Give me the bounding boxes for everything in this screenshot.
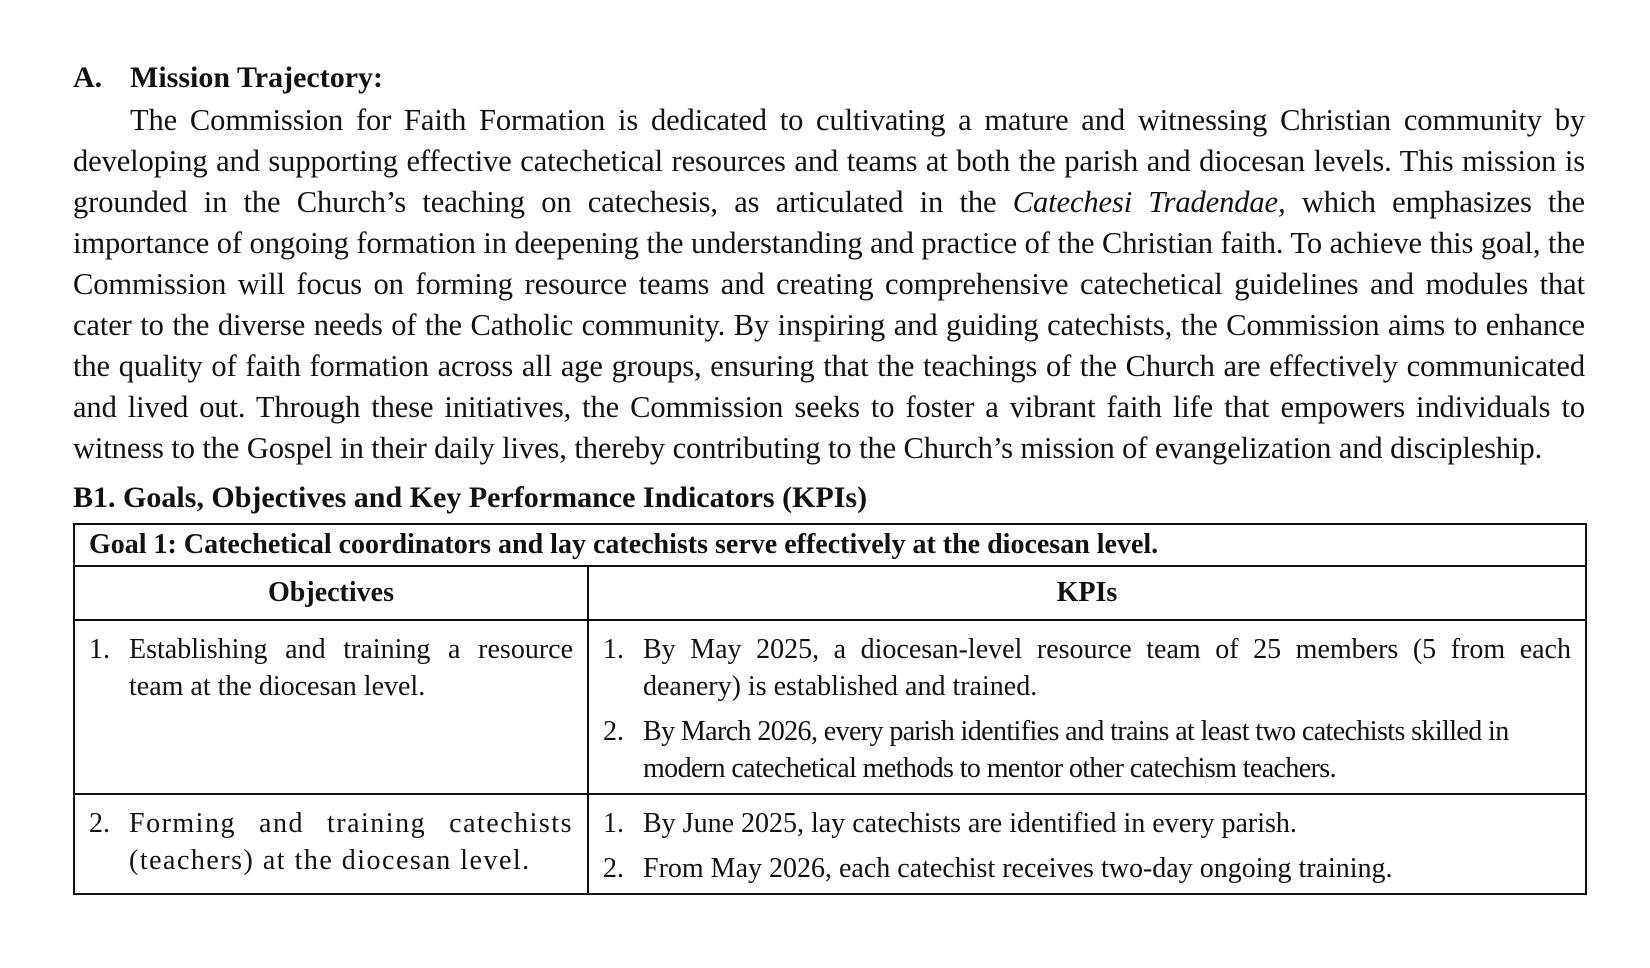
section-a-heading (73, 58, 1585, 98)
kpi-item (603, 713, 1571, 787)
goal-row (74, 524, 1586, 566)
objective-text: Establishing and training a resource team at the diocesan level. (129, 634, 573, 702)
kpi-text: By March 2026, every parish identifies and trains at least two catechists skilled in modern catechetical methods to mentor other catechism teachers. (643, 716, 1509, 784)
kpi-text: By June 2025, lay catechists are identified in every parish. (643, 808, 1297, 839)
kpi-number: 1. (603, 634, 624, 665)
kpi-item (603, 805, 1571, 842)
objectives-header: Objectives (74, 566, 588, 620)
kpi-item (603, 631, 1571, 705)
kpis-header: KPIs (588, 566, 1586, 620)
table-row (74, 620, 1586, 794)
mission-italic-title: Catechesi Tradendae, (1012, 185, 1286, 219)
column-header-row (74, 566, 1586, 620)
objective-cell (74, 794, 588, 894)
document-page (73, 58, 1585, 895)
section-a-title: Mission Trajectory: (130, 61, 383, 94)
section-b1-heading: B1. Goals, Objectives and Key Performance Indicators (KPIs) (73, 481, 868, 514)
kpi-item (603, 850, 1571, 887)
objective-item (89, 805, 573, 879)
section-a-letter: A. (73, 61, 103, 94)
kpi-number: 2. (603, 853, 624, 884)
mission-text-part-1: The Commission for Faith Formation is dedicated to cultivating a mature and witnessing Christian community by developing and supporting effective catechetical resources and teams at both the parish and diocesan levels. This mission is grounded in the Church’s teaching on catechesis, as articulated in the (73, 103, 1585, 219)
goals-kpi-table (73, 523, 1587, 895)
mission-paragraph (73, 100, 1585, 469)
table-row (74, 794, 1586, 894)
kpi-text: By May 2025, a diocesan-level resource team of 25 members (5 from each deanery) is established and trained. (643, 634, 1571, 702)
kpi-number: 2. (603, 716, 624, 747)
objective-number: 1. (89, 634, 110, 665)
goal-title: Goal 1: Catechetical coordinators and lay catechists serve effectively at the diocesan level. (74, 524, 1586, 566)
objective-cell (74, 620, 588, 794)
kpi-number: 1. (603, 808, 624, 839)
objective-text: Forming and training catechists (teachers) at the diocesan level. (129, 808, 573, 876)
objective-item (89, 631, 573, 705)
kpi-text: From May 2026, each catechist receives two-day ongoing training. (643, 853, 1393, 884)
mission-text-part-2: which emphasizes the importance of ongoing formation in deepening the understanding and practice of the Christian faith. To achieve this goal, the Commission will focus on forming resource teams and creating comprehensive catechetical guidelines and modules that cater to the diverse needs of the Catholic community. By inspiring and guiding catechists, the Commission aims to enhance the quality of faith formation across all age groups, ensuring that the teachings of the Church are effectively communicated and lived out. Through these initiatives, the Commission seeks to foster a vibrant faith life that empowers individuals to witness to the Gospel in their daily lives, thereby contributing to the Church’s mission of evangelization and discipleship. (73, 185, 1585, 465)
kpi-cell (588, 620, 1586, 794)
objective-number: 2. (89, 808, 110, 839)
kpi-cell (588, 794, 1586, 894)
